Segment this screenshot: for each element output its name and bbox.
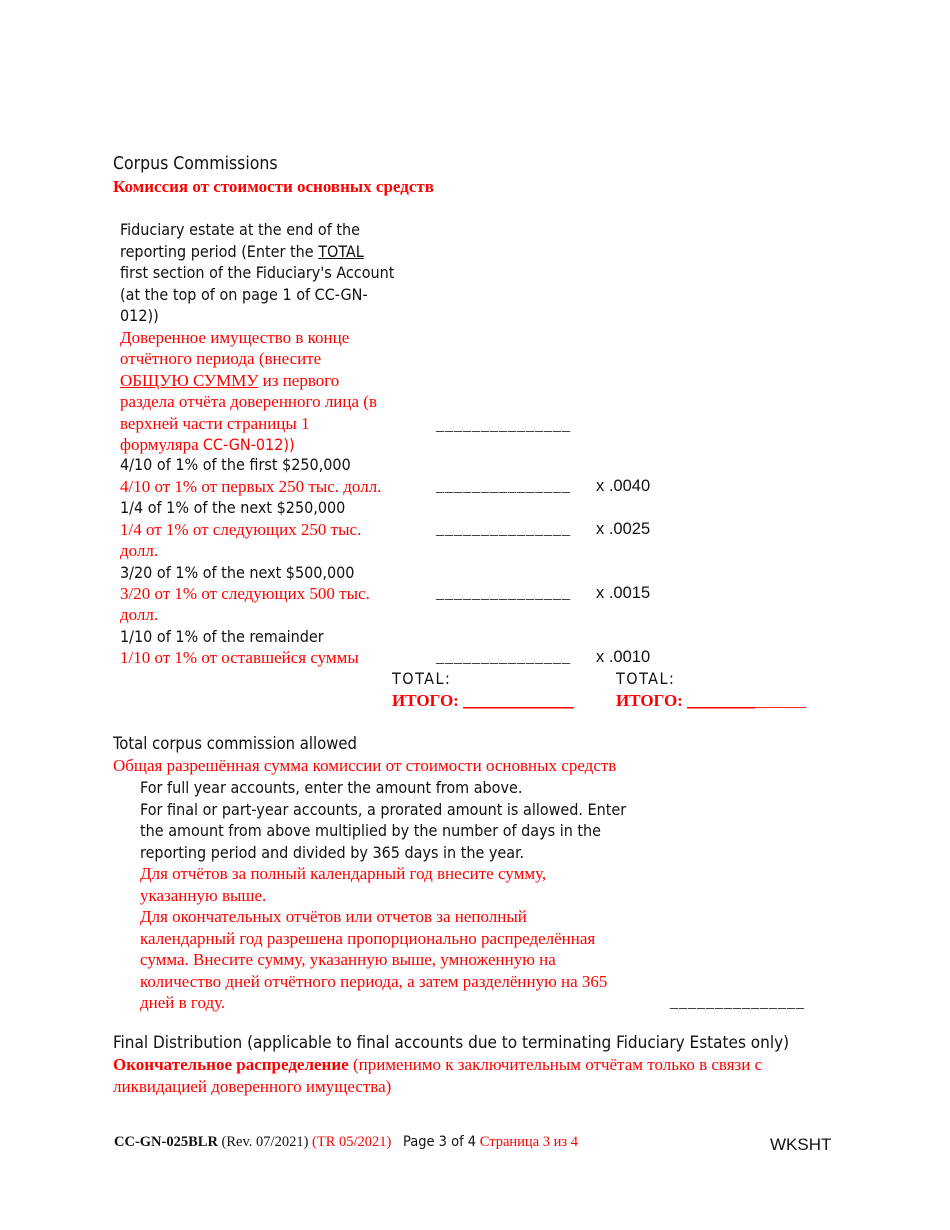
allowed-en-line: the amount from above multiplied by the number of days in the: [140, 821, 602, 840]
tier1-rate: x .0040: [596, 477, 651, 495]
tier1-label-ru: 4/10 от 1% от первых 250 тыс. долл.: [120, 477, 382, 496]
estate-ru-text: формуляра: [120, 435, 203, 454]
tier4-rate: x .0010: [596, 648, 651, 666]
total-row-1: [392, 691, 574, 711]
final-distribution-title: Final Distribution (applicable to final accounts due to terminating Fiduciary Estates only): [113, 1033, 790, 1053]
estate-en-total: TOTAL: [318, 241, 364, 261]
tier3-label-ru: 3/20 от 1% от следующих 500 тыс.: [120, 584, 370, 603]
final-distribution-ru-text: (применимо к заключительным отчётам только в связи с: [348, 1055, 763, 1074]
estate-ru-line: верхней части страницы 1: [120, 413, 310, 433]
estate-en-line: 012)): [120, 306, 159, 325]
total-label-1: TOTAL:: [392, 669, 452, 688]
total-label-2: TOTAL:: [616, 669, 676, 688]
allowed-ru-line: дней в году.: [140, 993, 226, 1012]
tier4-label-ru: 1/10 от 1% от оставшейся суммы: [120, 648, 359, 667]
estate-en-line: first section of the Fiduciary's Account: [120, 263, 395, 282]
tier1-amount-field[interactable]: _______________: [436, 478, 571, 495]
tier3-amount-field[interactable]: _______________: [436, 585, 571, 602]
tier2-label-ru-cont: долл.: [120, 541, 159, 560]
allowed-title-ru: Общая разрешённая сумма комиссии от стоимости основных средств: [113, 756, 617, 775]
form-translation-revision: (TR 05/2021): [312, 1134, 392, 1150]
estate-ru-line: Доверенное имущество в конце: [120, 327, 350, 347]
final-distribution-ru: [113, 1055, 762, 1075]
allowed-ru-line: Для отчётов за полный календарный год внесите сумму,: [140, 864, 547, 883]
form-id: CC-GN-025BLR: [114, 1134, 218, 1150]
allowed-ru-line: Для окончательных отчётов или отчетов за неполный: [140, 907, 527, 926]
tier4-label: 1/10 of 1% of the remainder: [120, 627, 324, 646]
page-number: Page 3 of 4: [403, 1134, 477, 1150]
allowed-instructions: [140, 777, 626, 1014]
estate-en-line: Fiduciary estate at the end of the: [120, 220, 360, 239]
tier2-amount-field[interactable]: _______________: [436, 521, 571, 538]
allowed-en-line: reporting period and divided by 365 days in the year.: [140, 842, 525, 862]
wksht-label: WKSHT: [770, 1135, 832, 1154]
estate-ru-form-id: CC-GN-012)): [202, 435, 295, 454]
allowed-ru-line: указанную выше.: [140, 885, 267, 905]
estate-ru-total: ОБЩУЮ СУММУ: [120, 370, 259, 390]
total-amount-field-2[interactable]: ________: [687, 691, 756, 710]
allowed-title: Total corpus commission allowed: [113, 734, 357, 753]
final-distribution-ru-cont: ликвидацией доверенного имущества): [113, 1077, 392, 1096]
estate-amount-field[interactable]: _______________: [436, 417, 571, 434]
tier1-label: 4/10 of 1% of the first $250,000: [120, 455, 351, 474]
total-amount-field-1[interactable]: _____________: [463, 691, 574, 710]
estate-ru-line: [120, 434, 394, 456]
tier3-label: 3/20 of 1% of the next $500,000: [120, 563, 355, 582]
estate-ru-line: [120, 370, 394, 392]
tier2-label-ru: 1/4 от 1% от следующих 250 тыс.: [120, 520, 362, 539]
fiduciary-estate-description: [120, 219, 394, 456]
total-amount-field-2-ext[interactable]: ______: [755, 691, 807, 710]
tier3-rate: x .0015: [596, 584, 651, 602]
estate-en-text: reporting period (Enter the: [120, 241, 319, 261]
total-label-ru-2: ИТОГО:: [616, 691, 683, 710]
tier2-rate: x .0025: [596, 520, 651, 538]
tier4-amount-field[interactable]: _______________: [436, 649, 571, 666]
estate-ru-line: отчётного периода (внесите: [120, 349, 322, 368]
final-distribution-title-ru: Окончательное распределение: [113, 1055, 349, 1074]
allowed-ru-line: количество дней отчётного периода, а затем разделённую на 365: [140, 971, 608, 991]
estate-ru-line: раздела отчёта доверенного лица (в: [120, 392, 377, 411]
estate-ru-text: из первого: [258, 370, 340, 390]
allowed-en-line: For final or part-year accounts, a prorated amount is allowed. Enter: [140, 799, 627, 819]
corpus-commissions-title: Corpus Commissions: [113, 154, 278, 174]
form-revision: (Rev. 07/2021): [217, 1134, 313, 1150]
page-footer: [114, 1134, 578, 1151]
allowed-ru-line: сумма. Внесите сумму, указанную выше, умноженную на: [140, 950, 556, 969]
tier2-label: 1/4 of 1% of the next $250,000: [120, 498, 346, 517]
corpus-commissions-title-ru: Комиссия от стоимости основных средств: [113, 177, 434, 196]
total-row-2: [616, 691, 806, 711]
allowed-ru-line: календарный год разрешена пропорционально распределённая: [140, 928, 596, 948]
allowed-en-line: For full year accounts, enter the amount from above.: [140, 778, 523, 797]
page-number-ru: Страница 3 из 4: [479, 1134, 578, 1150]
tier3-label-ru-cont: долл.: [120, 605, 159, 624]
estate-en-line: (at the top of on page 1 of CC-GN-: [120, 284, 368, 304]
total-label-ru-1: ИТОГО:: [392, 691, 459, 710]
allowed-amount-field[interactable]: _______________: [670, 994, 805, 1011]
estate-en-line: [120, 241, 394, 263]
